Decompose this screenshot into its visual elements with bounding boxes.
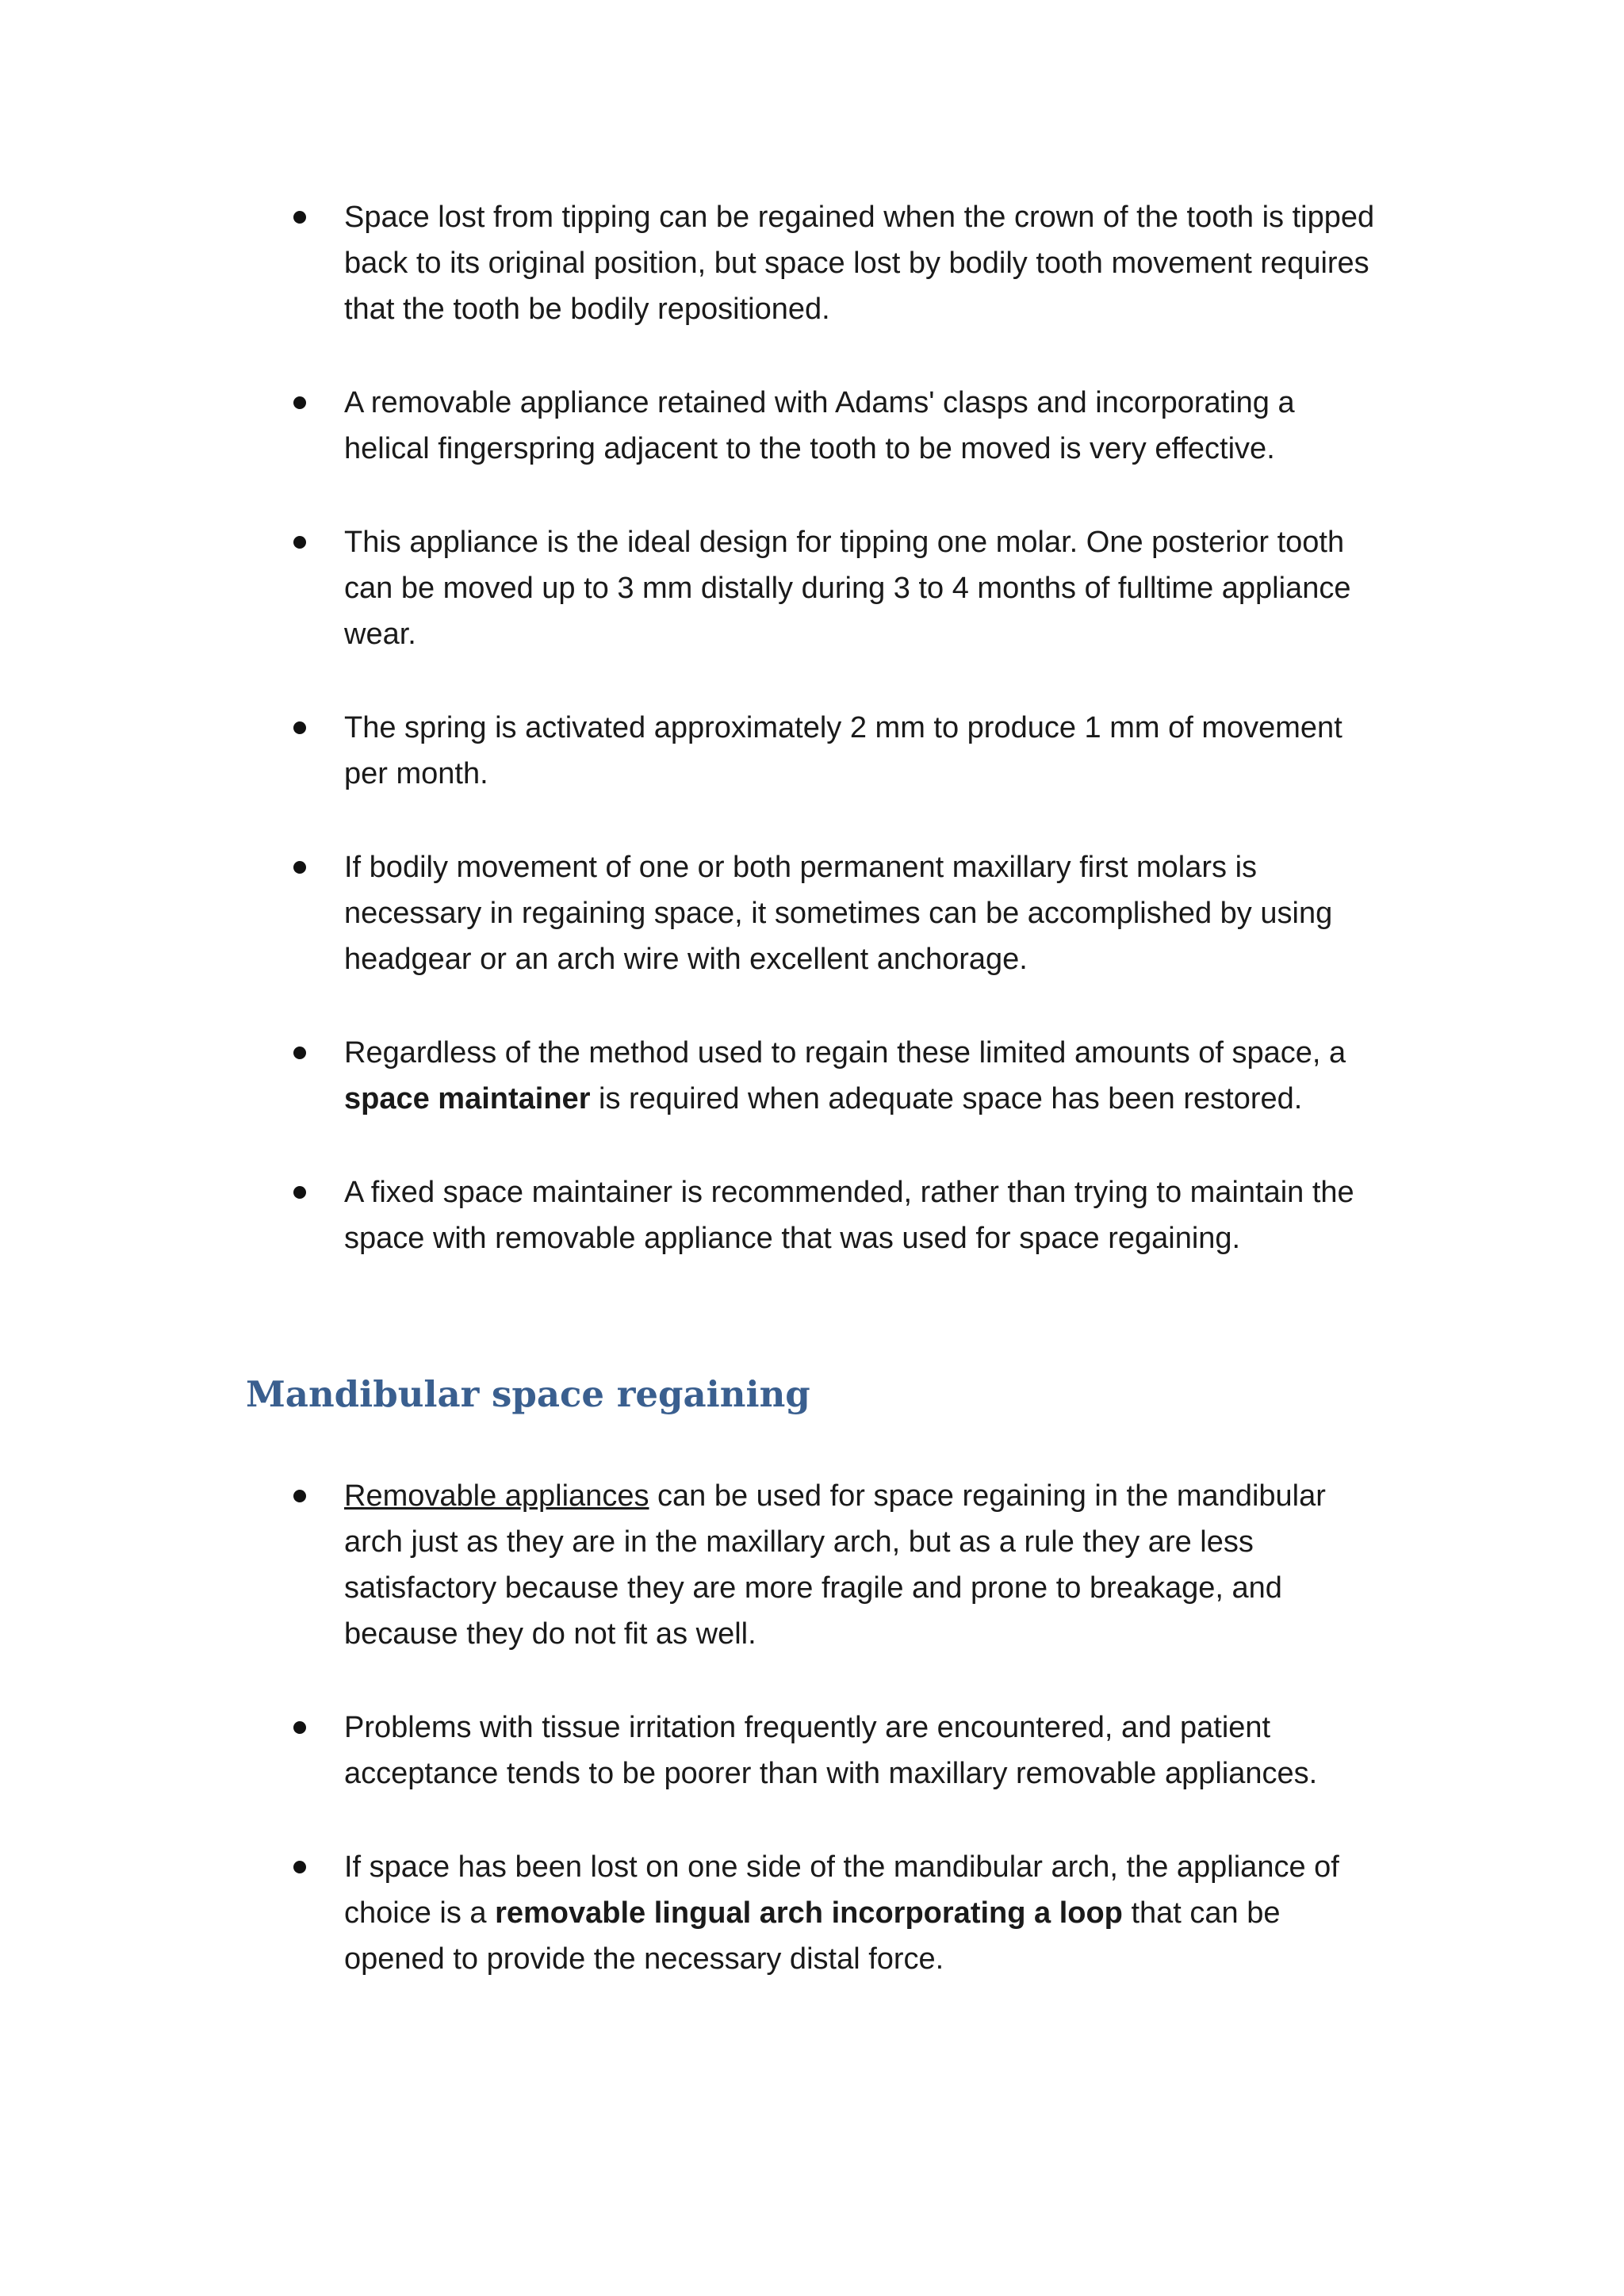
bullet-icon	[293, 536, 306, 549]
list-item-text: A removable appliance retained with Adams' clasps and incorporating a helical fingerspring adjacent to the tooth to be moved is very effective.	[344, 386, 1295, 465]
list-item-text	[344, 1036, 1346, 1115]
bullet-icon	[293, 1721, 306, 1734]
text-run: is required when adequate space has been restored.	[590, 1082, 1303, 1115]
list-item-text: Problems with tissue irritation frequently are encountered, and patient acceptance tends to be poorer than with maxillary removable appliances.	[344, 1711, 1318, 1790]
list-item	[246, 1844, 1388, 1982]
bullet-list-mandibular	[246, 1473, 1388, 2030]
list-item	[246, 1169, 1388, 1261]
list-item	[246, 844, 1388, 982]
bullet-icon	[293, 1186, 306, 1199]
list-item-text: This appliance is the ideal design for tipping one molar. One posterior tooth can be moved up to 3 mm distally during 3 to 4 months of fulltime appliance wear.	[344, 526, 1351, 651]
bullet-icon	[293, 1047, 306, 1059]
section-heading: Mandibular space regaining	[246, 1373, 810, 1415]
list-item-text	[344, 1850, 1339, 1976]
list-item	[246, 1473, 1388, 1657]
list-item	[246, 194, 1388, 332]
bullet-icon	[293, 211, 306, 224]
text-run: can be used for space regaining in the mandibular arch just as they are in the maxillary arch, but as a rule they are less satisfactory because they are more fragile and prone to breakage, and because they do not fit as well.	[344, 1479, 1326, 1651]
list-item-text: A fixed space maintainer is recommended, rather than trying to maintain the space with removable appliance that was used for space regaining.	[344, 1176, 1354, 1255]
list-item	[246, 705, 1388, 797]
underlined-term-removable-appliances: Removable appliances	[344, 1479, 649, 1513]
bullet-list-maxillary	[246, 194, 1388, 1309]
list-item-text	[344, 1479, 1326, 1651]
bullet-icon	[293, 1490, 306, 1502]
bold-term-space-maintainer: space maintainer	[344, 1082, 591, 1115]
bullet-icon	[293, 1861, 306, 1873]
list-item-text: The spring is activated approximately 2 mm to produce 1 mm of movement per month.	[344, 711, 1342, 790]
list-item	[246, 380, 1388, 472]
list-item	[246, 1705, 1388, 1797]
text-run: Regardless of the method used to regain these limited amounts of space, a	[344, 1036, 1346, 1070]
bold-term-lingual-arch: removable lingual arch incorporating a loop	[495, 1896, 1123, 1930]
list-item-text: If bodily movement of one or both permanent maxillary first molars is necessary in regaining space, it sometimes can be accomplished by using headgear or an arch wire with excellent anchorage.	[344, 851, 1333, 976]
list-item	[246, 519, 1388, 657]
list-item	[246, 1030, 1388, 1122]
text-run: that can be opened to provide the necessary distal force.	[344, 1896, 1281, 1976]
text-run: If space has been lost on one side of the mandibular arch, the appliance of choice is a	[344, 1850, 1339, 1930]
bullet-icon	[293, 861, 306, 874]
bullet-icon	[293, 721, 306, 734]
bullet-icon	[293, 396, 306, 409]
list-item-text: Space lost from tipping can be regained when the crown of the tooth is tipped back to its original position, but space lost by bodily tooth movement requires that the tooth be bodily repositioned.	[344, 201, 1375, 326]
